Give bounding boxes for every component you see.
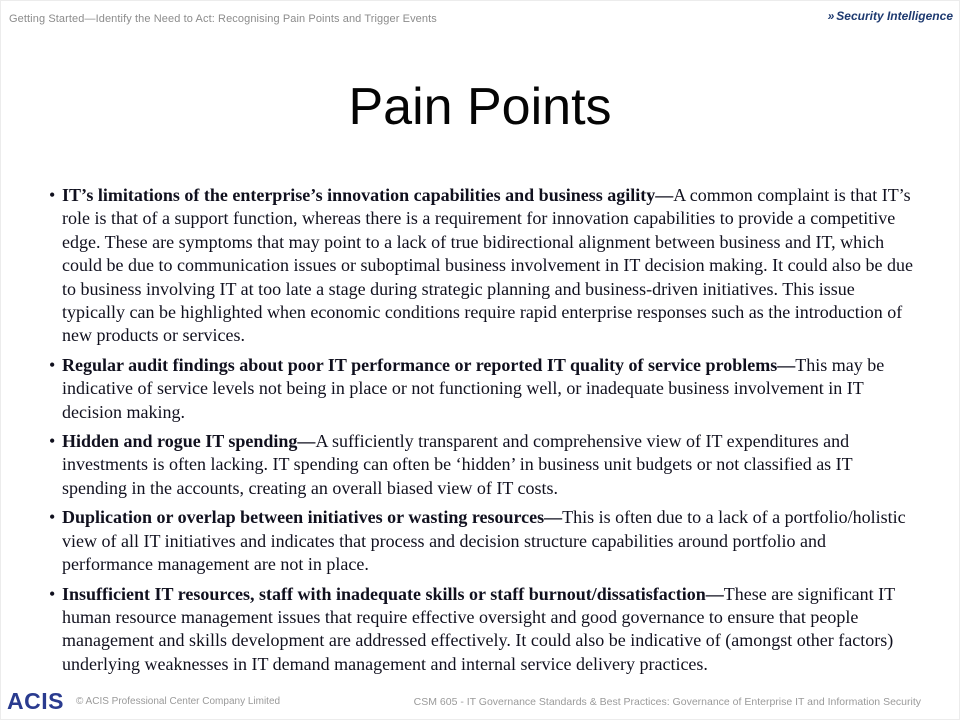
bullet-list bbox=[49, 184, 915, 682]
brand-chevrons-icon: » bbox=[827, 9, 834, 23]
bullet-lead: Insufficient IT resources, staff with inadequate skills or staff burnout/dissatisfaction— bbox=[62, 583, 724, 604]
bullet-body: A sufficiently transparent and comprehensive view of IT expenditures and investments is often lacking. IT spending can often be ‘hidden’ in business unit budgets or not classified as IT spending in the accounts, creating an overall biased view of IT costs. bbox=[62, 431, 853, 498]
copyright-text: © ACIS Professional Center Company Limited bbox=[75, 696, 281, 707]
course-footer-text: CSM 605 - IT Governance Standards & Best Practices: Governance of Enterprise IT and Information Security bbox=[413, 695, 921, 708]
bullet-lead: IT’s limitations of the enterprise’s innovation capabilities and business agility— bbox=[62, 185, 674, 205]
acis-logo: ACIS bbox=[7, 688, 64, 714]
slide-header-topic: Getting Started—Identify the Need to Act: Recognising Pain Points and Trigger Events bbox=[9, 13, 437, 25]
bullet-body: These are significant IT human resource management issues that require effective oversight and good governance to ensure that people management and skills development are addressed effectively. It could also be indicative of (amongst other factors) underlying weaknesses in IT demand management and internal service delivery practices. bbox=[62, 583, 895, 674]
bullet-item-3 bbox=[49, 430, 915, 500]
slide-footer bbox=[7, 688, 921, 715]
bullet-body: A common complaint is that IT’s role is that of a support function, whereas there is a requirement for innovation capabilities to provide a competitive edge. These are symptoms that may point to a lack of true bidirectional alignment between business and IT, which could be due to communication issues or suboptimal business involvement in IT decision making. It could also be due to business involving IT at too late a stage during strategic planning and business-driven initiatives. This issue typically can be highlighted when economic conditions require rapid enterprise responses such as the introduction of new products or services. bbox=[62, 185, 914, 346]
bullet-lead: Hidden and rogue IT spending— bbox=[62, 431, 316, 452]
bullet-body: This is often due to a lack of a portfolio/holistic view of all IT initiatives and indicates that process and decision structure capabilities around portfolio and performance management are not in place. bbox=[62, 507, 906, 575]
bullet-lead: Duplication or overlap between initiatives or wasting resources— bbox=[62, 507, 563, 528]
bullet-item-2 bbox=[49, 354, 915, 424]
bullet-item-5 bbox=[49, 583, 915, 677]
bullet-body: This may be indicative of service levels not being in place or not functioning well, or inadequate business involvement in IT decision making. bbox=[62, 354, 885, 422]
bullet-item-1 bbox=[49, 184, 915, 348]
slide-title: Pain Points bbox=[348, 78, 612, 136]
bullet-item-4 bbox=[49, 506, 915, 576]
brand-logo bbox=[828, 9, 953, 23]
brand-name: Security Intelligence bbox=[836, 9, 953, 23]
bullet-lead: Regular audit findings about poor IT performance or reported IT quality of service problems— bbox=[62, 354, 796, 375]
